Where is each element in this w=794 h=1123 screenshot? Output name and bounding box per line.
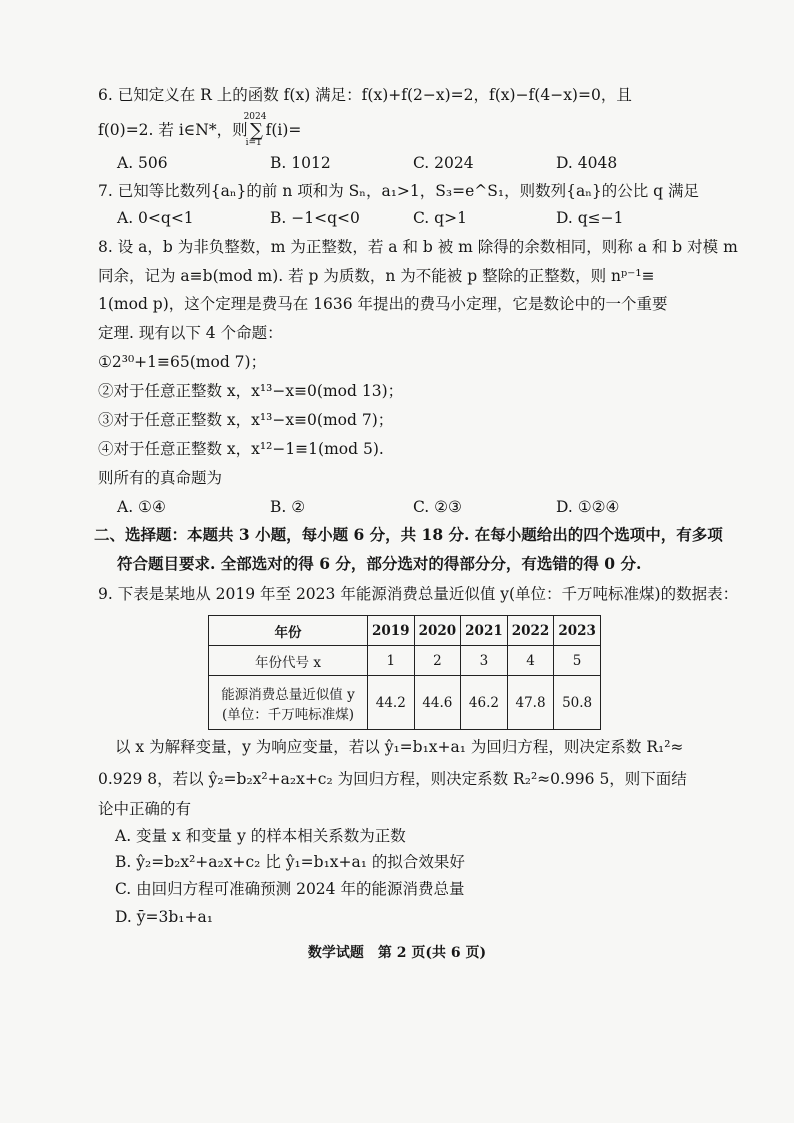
table-cell: 2021 — [461, 616, 508, 646]
table-row-values — [209, 676, 601, 730]
table-cell: 4 — [507, 646, 554, 676]
table-row-code — [209, 646, 601, 676]
q9-body-line2: 0.929 8，若以 ŷ₂=b₂x²+a₂x+c₂ 为回归方程，则决定系数 R₂²≈0.996 5，则下面结 — [98, 770, 687, 788]
q9-body-line1: 以 x 为解释变量，y 为响应变量，若以 ŷ₁=b₁x+a₁ 为回归方程，则决定系数 R₁²≈ — [115, 738, 684, 756]
q9-option-b: B. ŷ₂=b₂x²+a₂x+c₂ 比 ŷ₁=b₁x+a₁ 的拟合效果好 — [115, 853, 465, 871]
q9-option-d: D. ȳ=3b₁+a₁ — [115, 908, 213, 926]
q8-line-3: 1(mod p)，这个定理是费马在 1636 年提出的费马小定理，它是数论中的一个重要 — [98, 295, 668, 313]
q9-option-a: A. 变量 x 和变量 y 的样本相关系数为正数 — [115, 827, 406, 845]
section-2-heading-line1: 二、选择题：本题共 3 小题，每小题 6 分，共 18 分. 在每小题给出的四个选项中，有多项 — [94, 525, 723, 544]
table-cell: 44.2 — [368, 676, 415, 730]
q9-intro: 9. 下表是某地从 2019 年至 2023 年能源消费总量近似值 y(单位：千万吨标准煤)的数据表： — [98, 585, 739, 603]
q8-option-b: B. ② — [270, 498, 306, 516]
q8-question: 则所有的真命题为 — [98, 469, 223, 487]
table-cell: 5 — [554, 646, 601, 676]
table-cell: 46.2 — [461, 676, 508, 730]
q6-option-a: A. 506 — [117, 154, 168, 172]
q6-stem-line2 — [98, 112, 302, 148]
q8-line-2: 同余，记为 a≡b(mod m). 若 p 为质数，n 为不能被 p 整除的正整数，则 nᵖ⁻¹≡ — [98, 267, 655, 285]
q6-line2-pre: f(0)=2. 若 i∈N*，则 — [98, 121, 248, 139]
page-footer: 数学试题 第 2 页(共 6 页) — [307, 945, 487, 961]
table-cell: 47.8 — [507, 676, 554, 730]
table-row-year — [209, 616, 601, 646]
q8-proposition-1: ①2³⁰+1≡65(mod 7)； — [98, 353, 267, 371]
table-cell: 1 — [368, 646, 415, 676]
q8-option-a: A. ①④ — [117, 498, 166, 516]
table-header-values — [209, 676, 368, 730]
q8-proposition-2: ②对于任意正整数 x，x¹³−x≡0(mod 13)； — [98, 382, 404, 400]
table-header-values-b: (单位：千万吨标准煤) — [221, 706, 355, 723]
table-cell: 44.6 — [414, 676, 461, 730]
q6-line2-post: f(i)= — [265, 121, 302, 139]
q7-option-c: C. q>1 — [413, 209, 467, 227]
q8-proposition-4: ④对于任意正整数 x，x¹²−1≡1(mod 5). — [98, 440, 384, 458]
sum-lower-limit: i=1 — [245, 138, 262, 148]
q8-option-d: D. ①②④ — [556, 498, 620, 516]
energy-data-table — [208, 615, 601, 730]
q6-option-c: C. 2024 — [413, 154, 474, 172]
table-cell: 2019 — [368, 616, 415, 646]
q6-option-d: D. 4048 — [556, 154, 618, 172]
q6-stem-line1: 6. 已知定义在 R 上的函数 f(x) 满足：f(x)+f(2−x)=2，f(x)−f(4−x)=0，且 — [98, 86, 632, 104]
q9-option-c: C. 由回归方程可准确预测 2024 年的能源消费总量 — [115, 880, 465, 898]
table-cell: 3 — [461, 646, 508, 676]
q6-option-b: B. 1012 — [270, 154, 331, 172]
q9-body-line3: 论中正确的有 — [98, 800, 192, 818]
q7-option-a: A. 0<q<1 — [117, 209, 194, 227]
sigma-glyph: ∑ — [250, 120, 263, 141]
q8-line-4: 定理. 现有以下 4 个命题： — [98, 324, 283, 342]
table-cell: 2020 — [414, 616, 461, 646]
q8-proposition-3: ③对于任意正整数 x，x¹³−x≡0(mod 7)； — [98, 411, 394, 429]
section-2-heading-line2: 符合题目要求. 全部选对的得 6 分，部分选对的得部分分，有选错的得 0 分. — [117, 554, 642, 573]
sum-upper-limit: 2024 — [243, 112, 267, 122]
table-cell: 50.8 — [554, 676, 601, 730]
summation-symbol — [243, 112, 267, 148]
table-cell: 2022 — [507, 616, 554, 646]
q8-line-1: 8. 设 a，b 为非负整数，m 为正整数，若 a 和 b 被 m 除得的余数相同，则称 a 和 b 对模 m — [98, 238, 738, 256]
q7-option-b: B. −1<q<0 — [270, 209, 360, 227]
q7-stem: 7. 已知等比数列{aₙ}的前 n 项和为 Sₙ，a₁>1，S₃=e^S₁，则数列{aₙ}的公比 q 满足 — [98, 182, 700, 200]
table-header-year: 年份 — [209, 616, 368, 646]
table-header-values-a: 能源消费总量近似值 y — [221, 686, 355, 703]
q8-option-c: C. ②③ — [413, 498, 462, 516]
table-cell: 2 — [414, 646, 461, 676]
table-cell: 2023 — [554, 616, 601, 646]
table-header-code: 年份代号 x — [209, 646, 368, 676]
q7-option-d: D. q≤−1 — [556, 209, 624, 227]
